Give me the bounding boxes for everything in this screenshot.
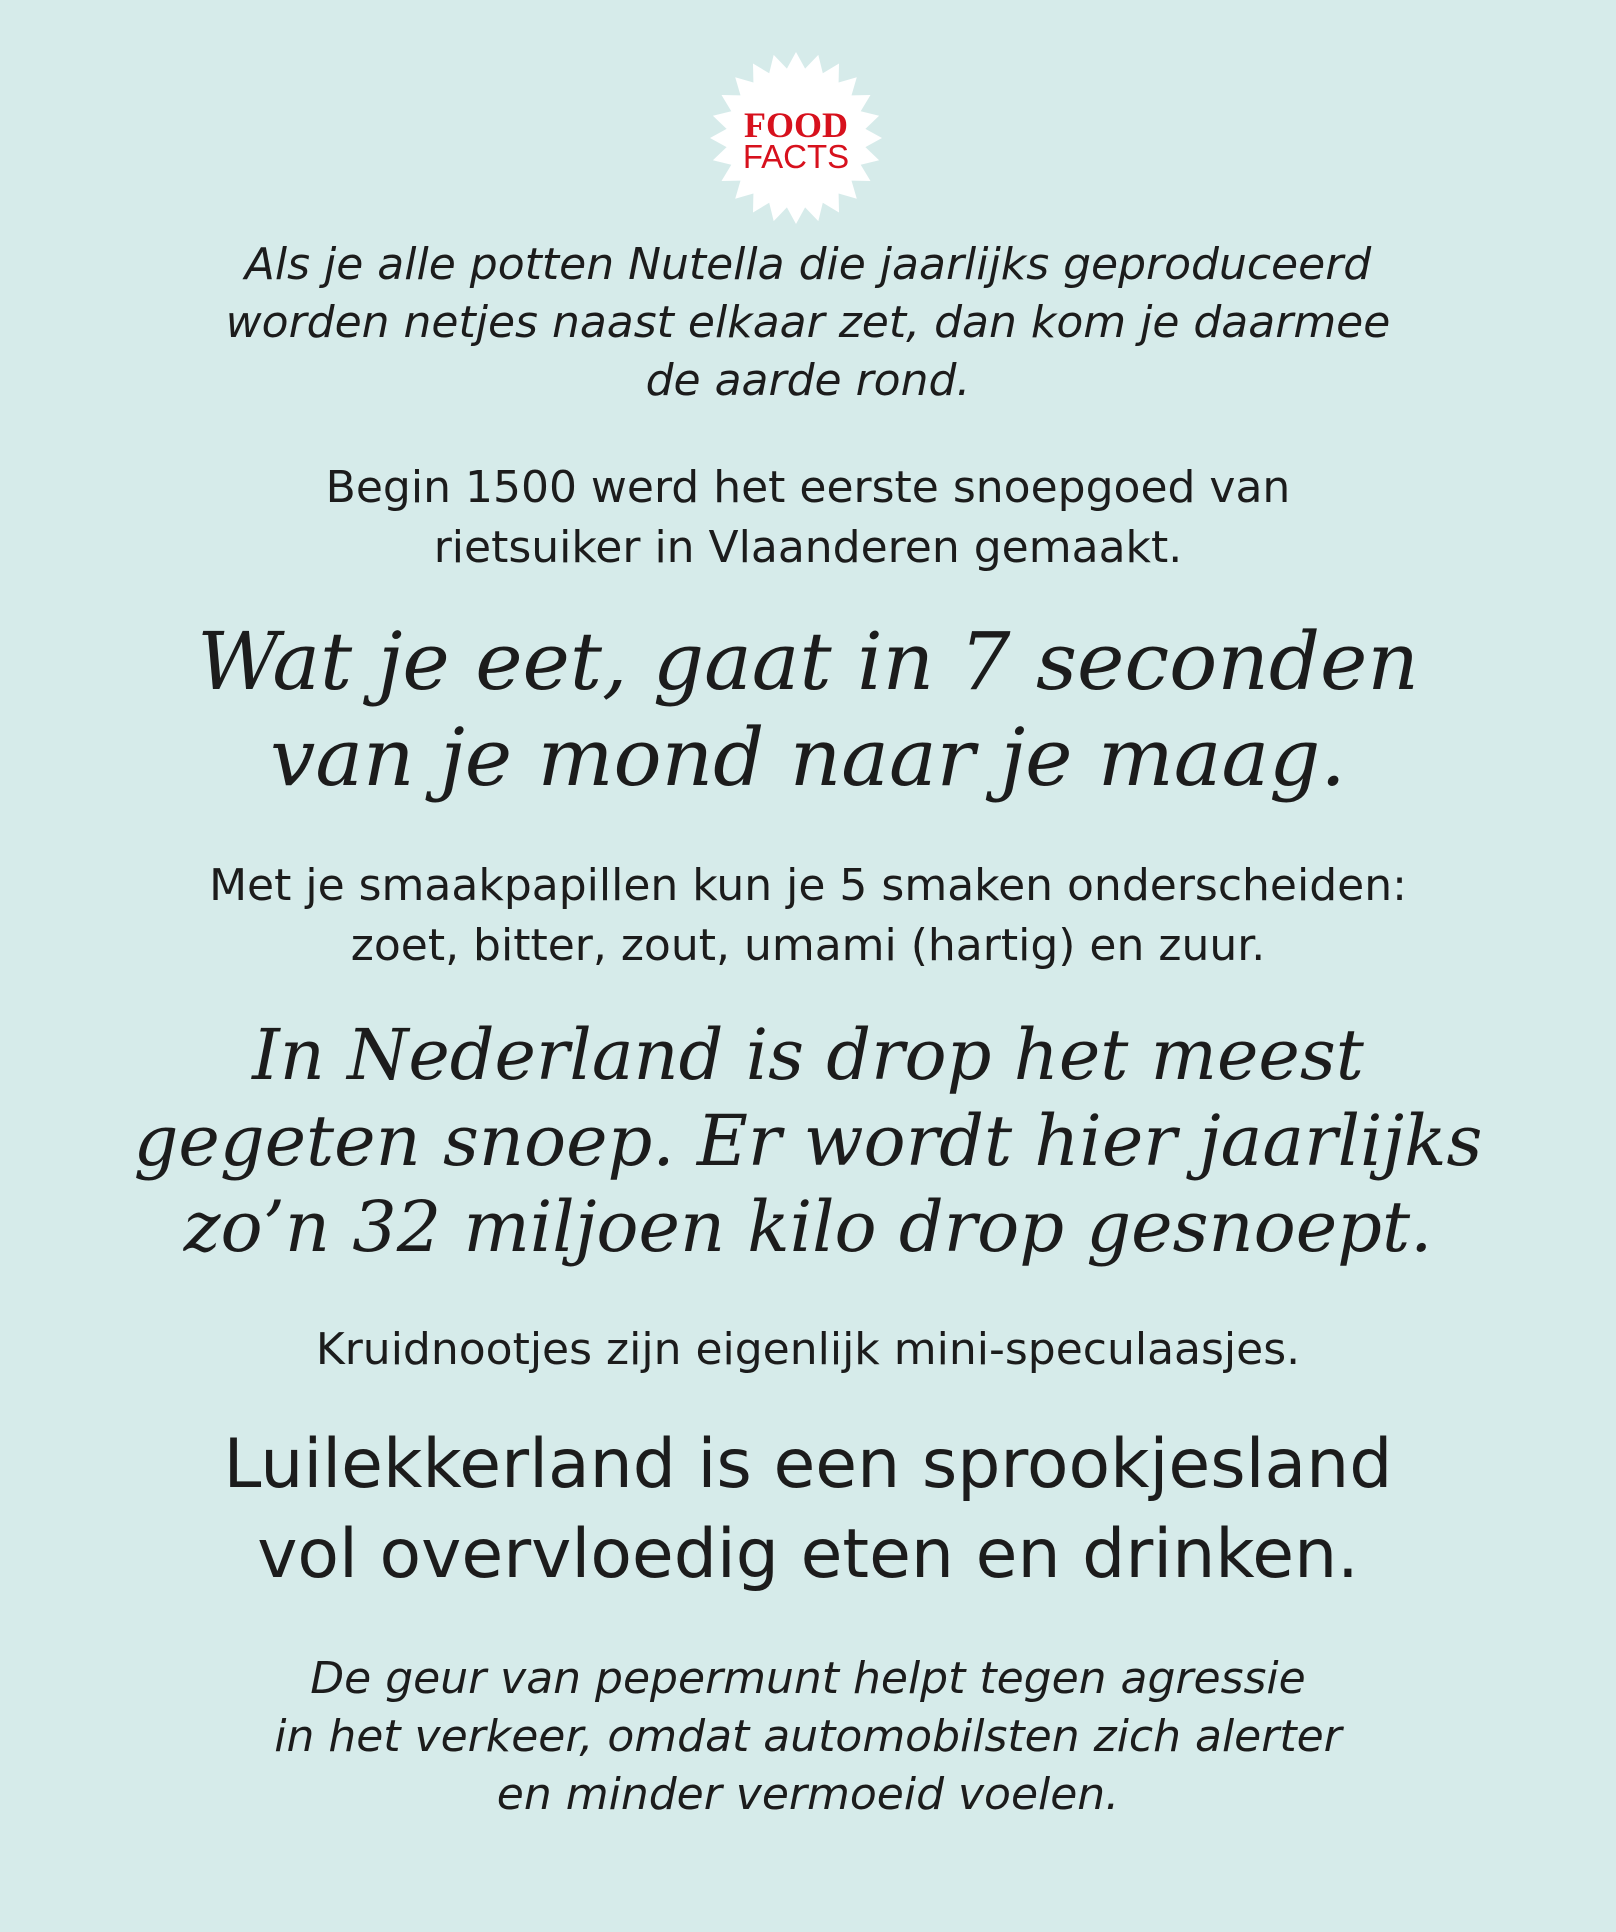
fact-drop — [0, 1012, 1616, 1270]
fact-pepermunt — [0, 1650, 1616, 1824]
fact-seconden — [0, 614, 1616, 806]
fact-line: worden netjes naast elkaar zet, dan kom je daarmee — [225, 297, 1391, 348]
fact-line: de aarde rond. — [645, 355, 971, 406]
fact-line: Met je smaakpapillen kun je 5 smaken onderscheiden: — [209, 860, 1407, 911]
fact-line: in het verkeer, omdat automobilsten zich alerter — [274, 1711, 1342, 1762]
fact-line: Wat je eet, gaat in 7 seconden — [197, 615, 1419, 708]
fact-line: en minder vermoeid voelen. — [496, 1769, 1120, 1820]
badge-subtitle: FACTS — [742, 138, 850, 175]
fact-line: Begin 1500 werd het eerste snoepgoed van — [325, 462, 1291, 513]
fact-rietsuiker — [0, 458, 1616, 578]
fact-smaakpapillen — [0, 856, 1616, 976]
fact-line: rietsuiker in Vlaanderen gemaakt. — [433, 522, 1183, 573]
fact-line: Als je alle potten Nutella die jaarlijks geproduceerd — [244, 239, 1372, 290]
fact-line: zoet, bitter, zout, umami (hartig) en zuur. — [350, 920, 1266, 971]
food-facts-badge — [706, 52, 886, 224]
fact-line: zo’n 32 miljoen kilo drop gesnoept. — [183, 1186, 1433, 1268]
fact-line: De geur van pepermunt helpt tegen agressie — [310, 1653, 1306, 1704]
badge-title: FOOD — [744, 105, 848, 145]
fact-line: vol overvloedig eten en drinken. — [257, 1515, 1359, 1594]
fact-line: Kruidnootjes zijn eigenlijk mini-speculaasjes. — [315, 1324, 1301, 1375]
fact-nutella — [0, 236, 1616, 410]
fact-line: van je mond naar je maag. — [270, 711, 1346, 804]
fact-luilekkerland — [0, 1420, 1616, 1600]
fact-line: gegeten snoep. Er wordt hier jaarlijks — [133, 1100, 1483, 1182]
fact-line: In Nederland is drop het meest — [252, 1014, 1364, 1096]
fact-kruidnootjes — [0, 1320, 1616, 1380]
fact-line: Luilekkerland is een sprookjesland — [223, 1425, 1393, 1504]
